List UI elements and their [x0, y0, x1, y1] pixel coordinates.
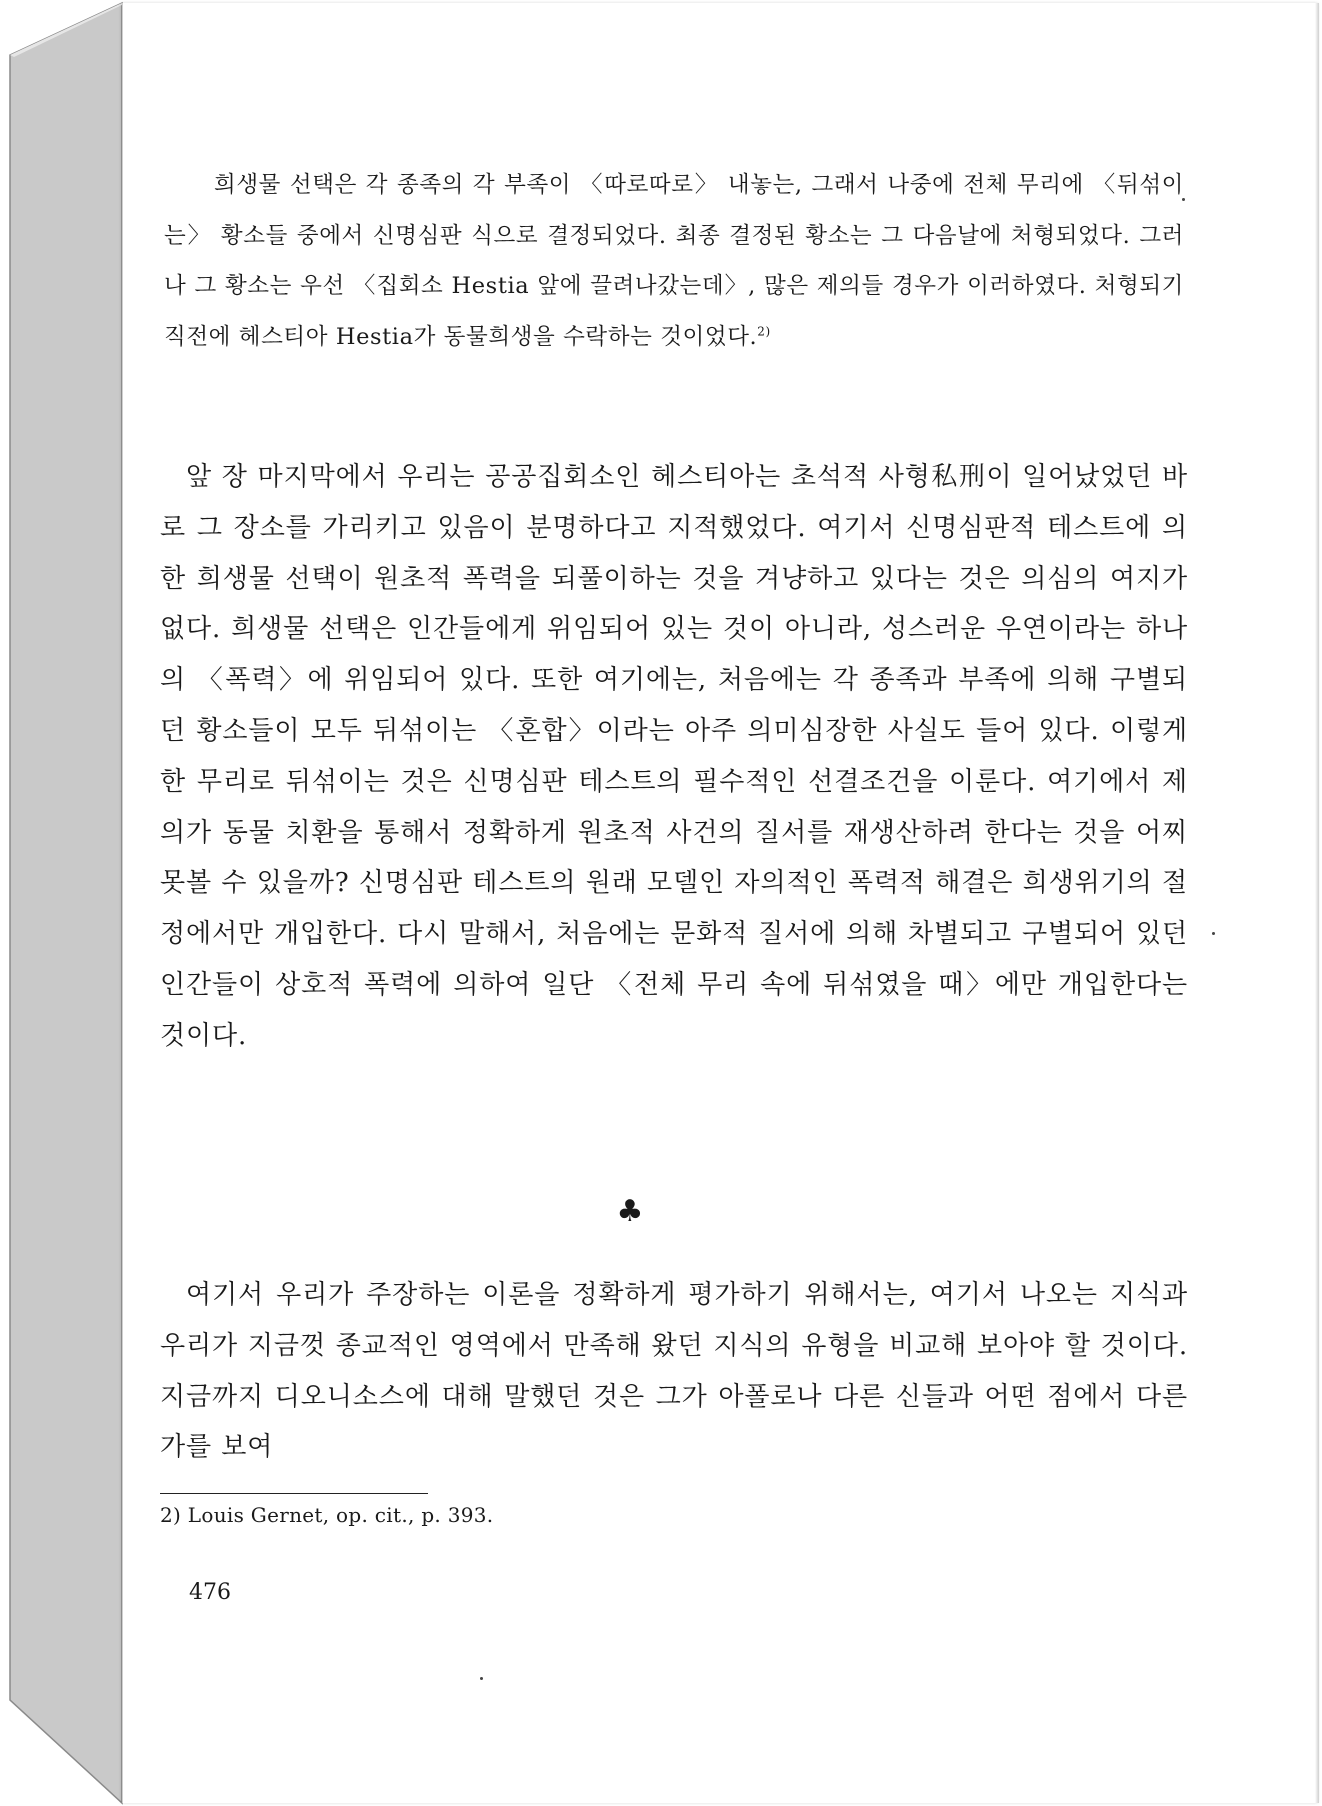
block-quote [164, 160, 1184, 362]
paragraph-text: 여기서 우리가 주장하는 이론을 정확하게 평가하기 위해서는, 여기서 나오는 지식과 우리가 지금껏 종교적인 영역에서 만족해 왔던 지식의 유형을 비교해 보아야 할 것이다. 지금까지 디오니소스에 대해 말했던 것은 그가 아폴로나 다른 신들과 어떤 점에서 다른가를 보여 [160, 1280, 1188, 1463]
paragraph-text: 앞 장 마지막에서 우리는 공공집회소인 헤스티아는 초석적 사형私刑이 일어났었던 바로 그 장소를 가리키고 있음이 분명하다고 지적했었다. 여기서 신명심판적 테스트에 의한 희생물 선택이 원초적 폭력을 되풀이하는 것을 겨냥하고 있다는 것은 의심의 여지가 없다. 희생물 선택은 인간들에게 위임되어 있는 것이 아니라, 성스러운 우연이라는 하나의 〈폭력〉에 위임되어 있다. 또한 여기에는, 처음에는 각 종족과 부족에 의해 구별되던 황소들이 모두 뒤섞이는 〈혼합〉이라는 아주 의미심장한 사실도 들어 있다. 이렇게 한 무리로 뒤섞이는 것은 신명심판 테스트의 필수적인 선결조건을 이룬다. 여기에서 제의가 동물 치환을 통해서 정확하게 원초적 사건의 질서를 재생산하려 한다는 것을 어찌 못볼 수 있을까? 신명심판 테스트의 원래 모델인 자의적인 폭력적 해결은 희생위기의 절정에서만 개입한다. 다시 말해서, 처음에는 문화적 질서에 의해 차별되고 구별되어 있던 인간들이 상호적 폭력에 의하여 일단 〈전체 무리 속에 뒤섞였을 때〉에만 개입한다는 것이다. [160, 462, 1188, 1051]
section-ornament: ♣ [616, 1194, 644, 1229]
scan-speck [480, 1677, 483, 1680]
scan-speck [1212, 932, 1215, 935]
quote-paragraph [164, 160, 1184, 362]
footnote-divider [160, 1493, 428, 1494]
scan-speck [1182, 198, 1185, 201]
footnote-reference: 2) [757, 324, 771, 338]
footnote: 2) Louis Gernet, op. cit., p. 393. [160, 1503, 494, 1527]
page-edge [1315, 3, 1319, 1803]
quote-text: 희생물 선택은 각 종족의 각 부족이 〈따로따로〉 내놓는, 그래서 나중에 전체 무리에 〈뒤섞이는〉 황소들 중에서 신명심판 식으로 결정되었다. 최종 결정된 황소는 그 다음날에 처형되었다. 그러나 그 황소는 우선 〈집회소 Hestia 앞에 끌려나갔는데〉, 많은 제의들 경우가 이러하였다. 처형되기 직전에 헤스티아 Hestia가 동물희생을 수락하는 것이었다. [164, 172, 1184, 350]
body-paragraph-1 [160, 452, 1188, 1062]
page-number: 476 [189, 1580, 231, 1605]
body-paragraph-2 [160, 1270, 1188, 1473]
